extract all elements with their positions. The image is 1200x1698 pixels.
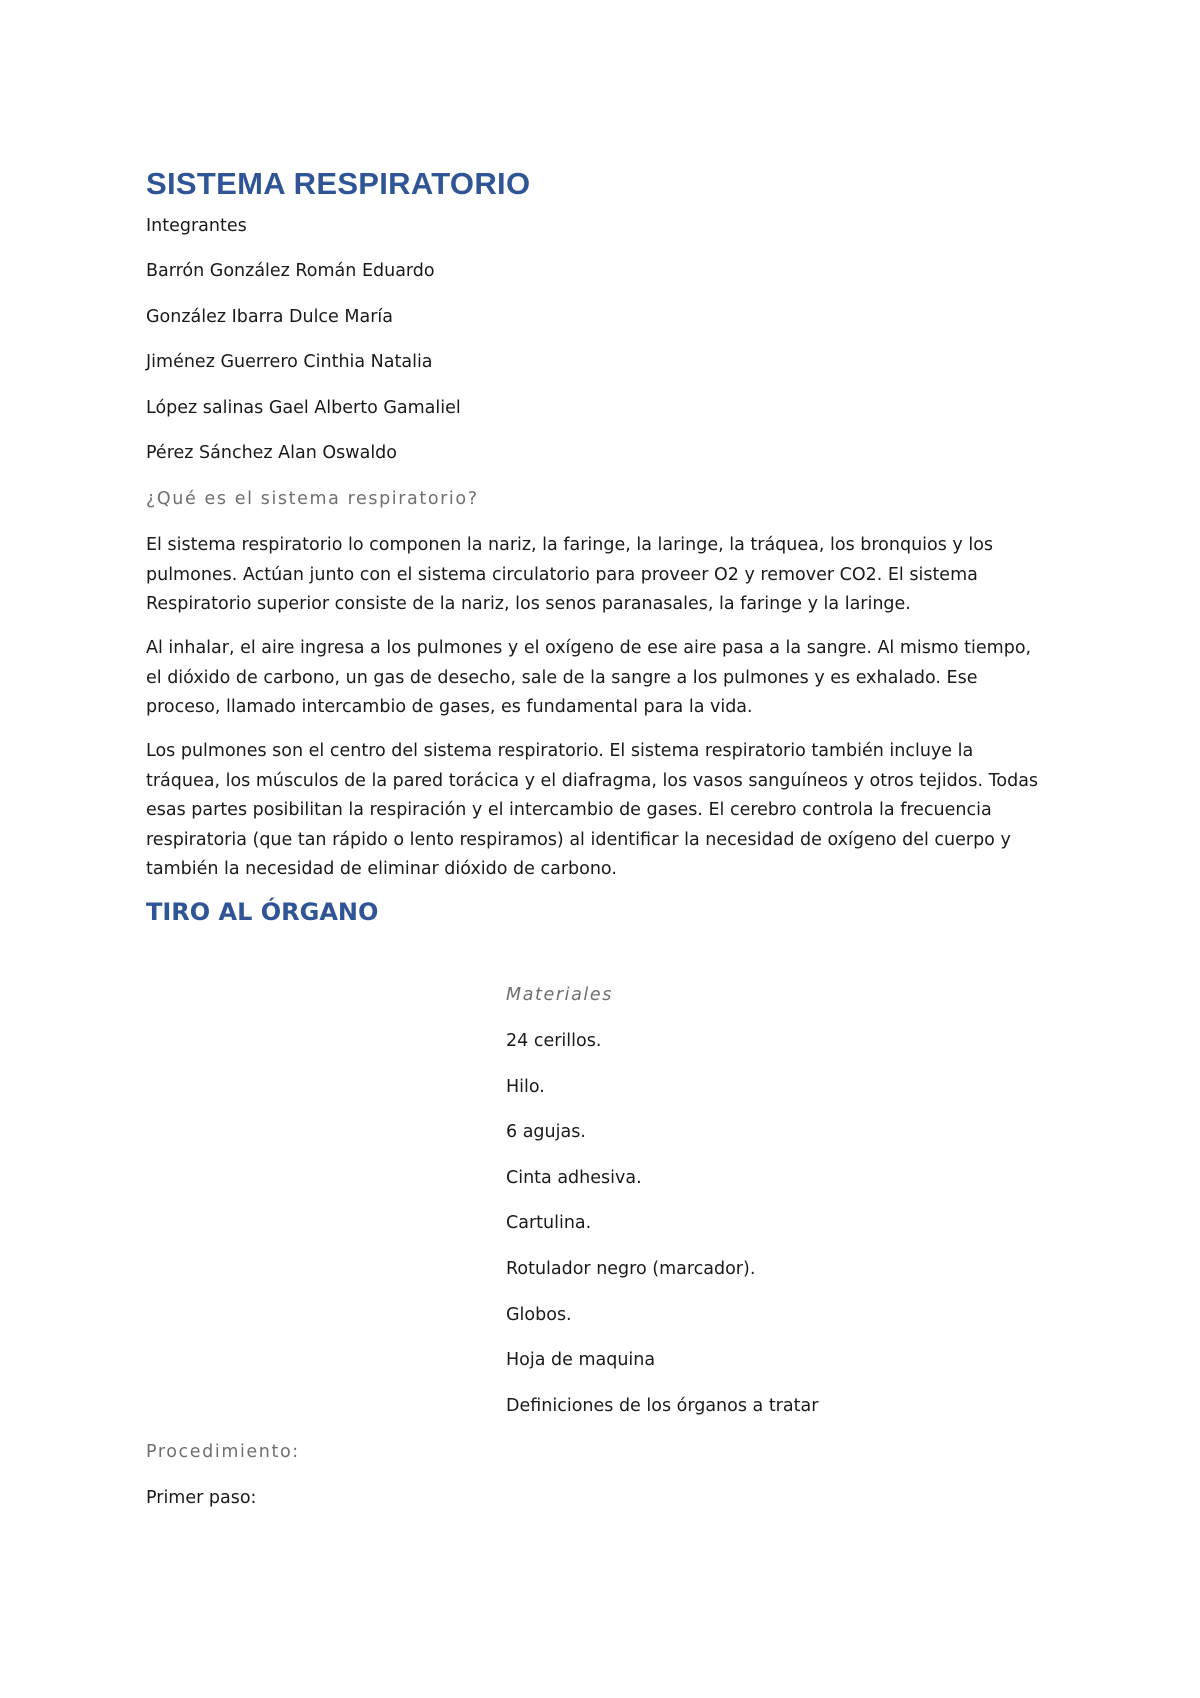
paragraph-line: tráquea, los músculos de la pared torácica y el diafragma, los vasos sanguíneos y otros tejidos. Todas [146, 770, 1039, 791]
list-item: Hoja de maquina [506, 1350, 656, 1371]
section-title: TIRO AL ÓRGANO [146, 898, 379, 926]
first-step-label: Primer paso: [146, 1488, 257, 1508]
paragraph-line: el dióxido de carbono, un gas de desecho, sale de la sangre a los pulmones y es exhalado. Ese [146, 667, 978, 688]
document-title: SISTEMA RESPIRATORIO [146, 166, 531, 201]
paragraph-line: pulmones. Actúan junto con el sistema circulatorio para proveer O2 y remover CO2. El sistema [146, 564, 978, 585]
member-name: Barrón González Román Eduardo [146, 261, 435, 281]
member-name: López salinas Gael Alberto Gamaliel [146, 398, 461, 418]
member-name: Jiménez Guerrero Cinthia Natalia [146, 352, 433, 372]
paragraph-line: esas partes posibilitan la respiración y el intercambio de gases. El cerebro controla la frecuencia [146, 800, 992, 820]
members-label: Integrantes [146, 216, 247, 236]
materials-list [506, 1030, 818, 1440]
member-name: González Ibarra Dulce María [146, 307, 393, 327]
materials-heading: Materiales [506, 985, 613, 1005]
list-item: Hilo. [506, 1076, 545, 1097]
paragraph-intro [146, 531, 1066, 620]
paragraph-line: Al inhalar, el aire ingresa a los pulmones y el oxígeno de ese aire pasa a la sangre. Al mismo tiempo, [146, 638, 1032, 658]
list-item: Rotulador negro (marcador). [506, 1258, 756, 1279]
paragraph-lungs [146, 737, 1066, 885]
paragraph-line: también la necesidad de eliminar dióxido de carbono. [146, 859, 617, 879]
paragraph-line: El sistema respiratorio lo componen la nariz, la faringe, la laringe, la tráquea, los bronquios y los [146, 535, 994, 555]
list-item: 6 agujas. [506, 1122, 586, 1143]
paragraph-line: respiratoria (que tan rápido o lento respiramos) al identificar la necesidad de oxígeno del cuerpo y [146, 829, 1011, 850]
question-heading: ¿Qué es el sistema respiratorio? [146, 489, 479, 509]
list-item: 24 cerillos. [506, 1031, 602, 1051]
list-item: Globos. [506, 1304, 572, 1325]
list-item: Definiciones de los órganos a tratar [506, 1395, 819, 1416]
procedure-heading: Procedimiento: [146, 1442, 300, 1462]
paragraph-gas-exchange [146, 634, 1066, 723]
paragraph-line: Los pulmones son el centro del sistema respiratorio. El sistema respiratorio también incluye la [146, 741, 974, 761]
list-item: Cinta adhesiva. [506, 1167, 642, 1188]
member-name: Pérez Sánchez Alan Oswaldo [146, 443, 397, 463]
list-item: Cartulina. [506, 1213, 592, 1234]
paragraph-line: proceso, llamado intercambio de gases, es fundamental para la vida. [146, 697, 753, 717]
paragraph-line: Respiratorio superior consiste de la nariz, los senos paranasales, la faringe y la laringe. [146, 594, 911, 614]
